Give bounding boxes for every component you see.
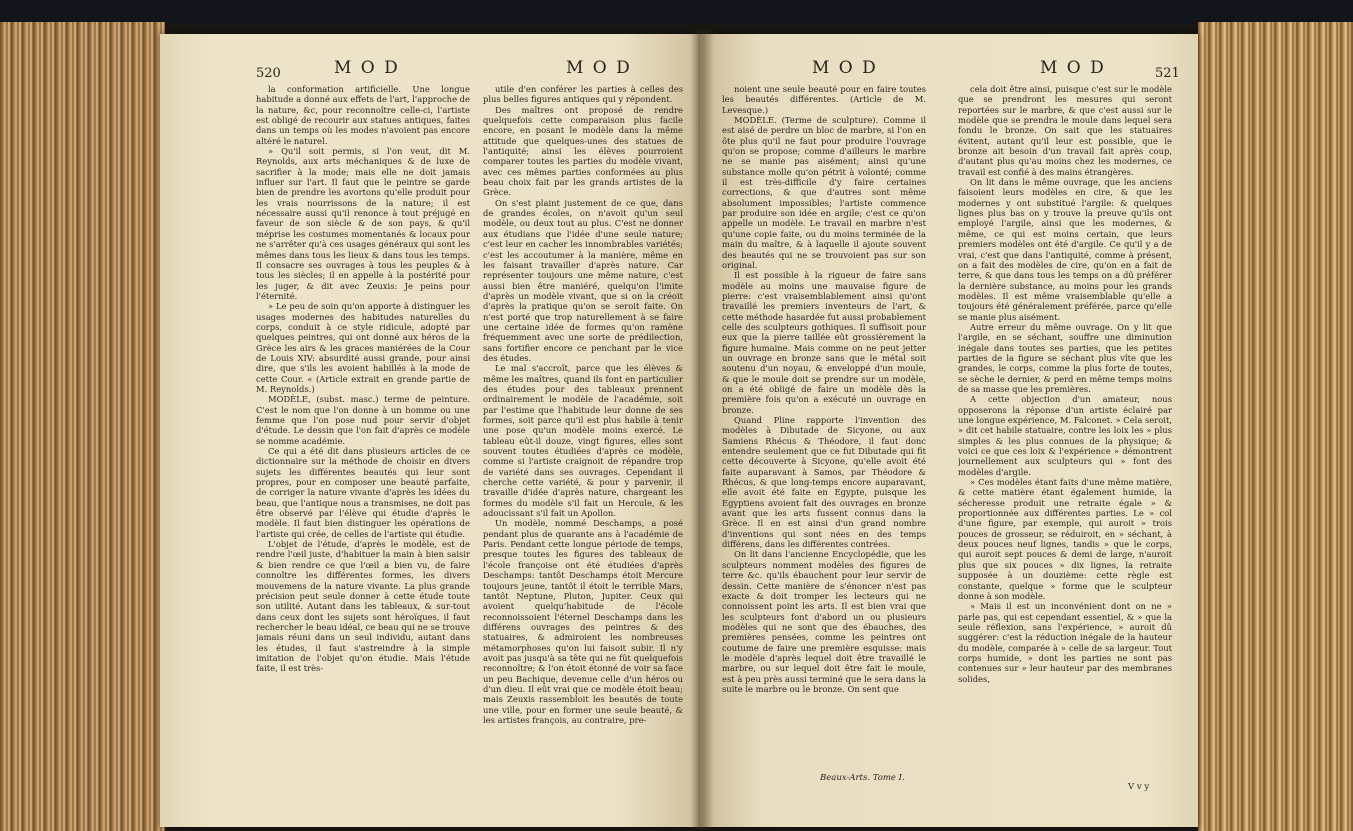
page-number-right: 521 [1155,66,1180,81]
signature-mark: Beaux-Arts. Tome I. [820,773,905,783]
paragraph: Le mal s'accroît, parce que les élèves & même les maîtres, quand ils font en particulier des études pour des tableaux prennent ordinairement le modèle de l'académie, soit par l'estime que l'habitude leur donne de ses formes, soit parce qu'il est plus habile à tenir une pose qu'un modèle moins exercé. Le tableau eût-il douze, vingt figures, elles sont souvent toutes étudiées d'après ce modèle, comme si l'artiste craignoit de répandre trop de variété dans ses ouvrages. Cependant il cherche cette variété, & pour y parvenir, il travaille d'idée d'après nature, chargeant les formes du modèle s'il fait un Hercule, & les adoucissant s'il fait un Apollon. [483,363,683,519]
paragraph: noient une seule beauté pour en faire toutes les beautés différentes. (Article de M. Levesque.) [722,84,926,115]
running-head-left-2: M O D [566,58,632,78]
running-head-right-1: M O D [812,58,878,78]
paragraph: Autre erreur du même ouvrage. On y lit que l'argile, en se séchant, souffre une diminution inégale dans toutes ses parties, que les petites parties de la figure se séchant plus vîte que les grandes, le corps, comme la plus forte de toutes, se sèche le dernier, & perd en même temps moins de sa masse que les premières. [958,321,1172,394]
paragraph: Des maîtres ont proposé de rendre quelquefois cette comparaison plus facile encore, en posant le modèle dans la même attitude que quelques-unes des statues de l'antiquité; ainsi les élèves pourroient comparer toutes les parties du modèle vivant, avec ces mêmes parties conformées au plus beau choix fait par les grands artistes de la Grèce. [483,104,683,198]
paragraph: » Mais il est un inconvénient dont on ne » parle pas, qui est cependant essentiel, & » que la seule réflexion, sans l'expérience, » auroit dû suggérer: c'est la réduction inégale de la hauteur du modèle, comparée à » celle de sa largeur. Tout corps humide, » dont les parties ne sont pas contenues sur » leur hauteur par des membranes solides, [958,601,1172,684]
paragraph: » Qu'il soit permis, si l'on veut, dit M. Reynolds, aux arts méchaniques & de luxe de sacrifier à la mode; mais elle ne doit jamais influer sur l'art. Il faut que le peintre se garde bien de prendre les avortons qu'elle produit pour les vrais nourrissons de la nature; il est nécessaire aussi qu'il renonce à tout préjugé en faveur de son siècle & de son pays, & qu'il méprise les costumes momentanés & locaux pour ne s'arrêter qu'à ces usages généraux qui sont les mêmes dans tous les lieux & dans tous les temps. Il consacre ses ouvrages à tous les peuples & à tous les siècles; il en appelle à la postérité pour les juger, & dit avec Zeuxis: Je peins pour l'éternité. [256,146,470,301]
paragraph: Quand Pline rapporte l'invention des modèles à Dibutade de Sicyone, ou aux Samiens Rhécus & Théodore, il faut donc entendre seulement que ce fut Dibutade qui fit cette découverte à Sicyone, qu'elle avoit été faite auparavant à Samos, par Théodore & Rhécus, & que long-temps encore auparavant, elle avoit été faite en Egypte, puisque les Egyptiens avoient fait des ouvrages en bronze avant que les arts fussent connus dans la Grèce. Il en est ainsi d'un grand nombre d'inventions qui sont nées en des temps différens, dans les différentes contrées. [722,415,926,550]
left-page-column-1 [256,84,470,772]
paragraph: cela doit être ainsi, puisque c'est sur le modèle que se prendront les mesures qui seront reportées sur le marbre, & que c'est aussi sur le modèle que se prendra le moule dans lequel sera fondu le bronze. On sait que les statuaires évitent, autant qu'il leur est possible, que le bronze ait besoin d'un travail fait après coup, d'autant plus qu'au moins chez les modernes, ce travail est confié à des mains étrangères. [958,84,1172,177]
book-page-edges-right [1198,22,1353,831]
right-page-column-2 [958,84,1172,774]
book-gutter [690,30,714,830]
paragraph: » Le peu de soin qu'on apporte à distinguer les usages modernes des habitudes naturelles du corps, conduit à ce style ridicule, adopté par quelques peintres, qui ont donné aux héros de la Grèce les airs & les graces maniérées de la Cour de Louis XIV: absurdité aussi grande, pour ainsi dire, que s'ils les avoient habillés à la mode de cette Cour. « (Article extrait en grande partie de M. Reynolds.) [256,301,470,394]
paragraph: On lit dans l'ancienne Encyclopédie, que les sculpteurs nomment modèles des figures de terre &c. qu'ils ébauchent pour leur servir de dessin. Cette manière de s'énoncer n'est pas exacte & doit tromper les lecteurs qui ne connoissent point les arts. Il est bien vrai que les sculpteurs font d'abord un ou plusieurs modèles qui ne sont que des ébauches, des premières pensées, comme les peintres ont coutume de faire une première esquisse: mais le modèle d'après lequel doit être travaillé le marbre, ou sur lequel doit être fait le moule, est à peu près aussi terminé que le sera dans la suite le marbre ou le bronze. On sent que [722,549,926,694]
paragraph: A cette objection d'un amateur, nous opposerons la réponse d'un artiste éclairé par une longue expérience, M. Falconet. » Cela seroit, » dit cet habile statuaire, contre les loix les » plus simples & les plus connues de la physique; & voici ce que ces loix & l'expérience » démontrent journellement aux sculpteurs qui » font des modèles d'argile. [958,394,1172,477]
paragraph: utile d'en conférer les parties à celles des plus belles figures antiques qui y répondent. [483,84,683,105]
paragraph: la conformation artificielle. Une longue habitude a donné aux effets de l'art, l'approche de la nature, &c, pour reconnoître celle-ci, l'artiste est obligé de recourir aux statues antiques, faites dans un temps où les modes n'avoient pas encore altéré le naturel. [256,84,470,146]
paragraph: L'objet de l'étude, d'après le modèle, est de rendre l'œil juste, d'habituer la main à bien saisir & bien rendre ce que l'œil a bien vu, de faire connoître les différentes formes, les divers mouvemens de la nature vivante. La plus grande précision peut seule donner à cette étude toute son utilité. Autant dans les tableaux, & sur-tout dans ceux dont les sujets sont héroïques, il faut rechercher le beau idéal, ce beau qui ne se trouve jamais réuni dans un seul individu, autant dans les études, il faut s'astreindre à la simple imitation de l'objet qu'on étudie. Mais l'étude faite, il est très- [256,539,470,674]
right-page-column-1 [722,84,926,764]
paragraph: On s'est plaint justement de ce que, dans de grandes écoles, on n'avoit qu'un seul modèle, ou deux tout au plus. C'est ne donner aux étudians que l'idée d'une seule nature; c'est leur en cacher les innombrables variétés; c'est les accoutumer à la manière, même en les faisant travailler d'après nature. Car représenter toujours une même nature, c'est aussi bien être maniéré, quelqu'on l'imite d'après un modèle vivant, que si on la créoit d'après la pratique qu'on se seroit faite. On n'est porté que trop naturellement à se faire une certaine idée de formes qu'on ramène fréquemment avec une sorte de prédilection, sans fortifier encore ce penchant par le vice des études. [483,197,683,363]
paragraph: Ce qui a été dit dans plusieurs articles de ce dictionnaire sur la méthode de choisir en divers sujets les différentes beautés qui leur sont propres, pour en composer une beauté parfaite, de corriger la nature vivante d'après les idées du beau, que l'antique nous a transmises, ne doit pas être observé par l'élève qui étudie d'après le modèle. Il faut bien distinguer les opérations de l'artiste qui crée, de celles de l'artiste qui étudie. [256,446,470,539]
book-page-edges-left [0,22,165,831]
catchword: V v y [1128,782,1150,792]
paragraph: Un modèle, nommé Deschamps, a posé pendant plus de quarante ans à l'académie de Paris. Pendant cette longue période de temps, presque toutes les figures des tableaux de l'école françoise ont été étudiées d'après Deschamps: tantôt Deschamps étoit Mercure toujours jeune, tantôt il étoit le terrible Mars, tantôt Neptune, Pluton, Jupiter. Ceux qui avoient quelqu'habitude de l'école reconnoissoient l'éternel Deschamps dans les différens ouvrages des peintres & des statuaires, & admiroient les nombreuses métamorphoses qu'on lui faisoit subir. Il n'y avoit pas jusqu'à sa tête qui ne fût quelquefois reconnoître; & l'on étoit étonné de voir sa face un peu Bachique, devenue celle d'un héros ou d'un dieu. Il eût vrai que ce modèle étoit beau; mais Zeuxis rassembloit les beautés de toute une ville, pour en former une seule beauté, & les artistes françois, au contraire, pre- [483,518,683,725]
paragraph: MODÈLE, (subst. masc.) terme de peinture. C'est le nom que l'on donne à un homme ou une femme que l'on pose nud pour servir d'objet d'étude. Le dessin que l'on fait d'après ce modèle se nomme académie. [256,394,470,446]
paragraph: » Ces modèles étant faits d'une même matière, & cette matière étant également humide, la sécheresse produit une retraite égale » & proportionnée aux différentes parties. Le » col d'une figure, par exemple, qui auroit » trois pouces de grosseur, se réduiroit, en » séchant, à deux pouces neuf lignes, tandis » que le corps, qui auroit sept pouces & demi de large, n'auroit plus que six pouces » dix lignes, la retraite supposée à un douzième: cette règle est constante, quelque » forme que le sculpteur donne à son modèle. [958,477,1172,601]
scan-background-top [0,0,1353,24]
running-head-left-1: M O D [334,58,400,78]
running-head-right-2: M O D [1040,58,1106,78]
page-number-left: 520 [256,66,281,81]
paragraph: MODÈLE. (Terme de sculpture). Comme il est aisé de perdre un bloc de marbre, si l'on en ôte plus qu'il ne faut pour produire l'ouvrage qu'on se propose; comme d'ailleurs le marbre ne se manie pas aisément; ainsi qu'une substance molle qu'on pétrit à volonté; comme il est très-difficile d'y faire certaines corrections, & que d'autres sont même absolument impossibles; l'artiste commence par produire son idée en argile; c'est ce qu'on appelle un modèle. Le travail en marbre n'est qu'une copie faite, ou du moins terminée de la main du maître, & à laquelle il ajoute souvent des beautés qui ne se trouvoient pas sur son original. [722,115,926,270]
paragraph: On lit dans le même ouvrage, que les anciens faisoient leurs modèles en cire, & que les modernes y ont substitué l'argile: & quelques lignes plus bas on y trouve la preuve qu'ils ont employé l'argile, ainsi que les modernes, & même, ce qui est moins certain, que leurs premiers modèles ont été d'argile. Ce qu'il y a de vrai, c'est que dans l'antiquité, comme à présent, on a fait des modèles de cire, qu'on en a fait de terre, & que dans tous les temps on a dû préférer la dernière substance, au moins pour les grands modèles. Il est même vraisemblable qu'elle a toujours été généralement préférée, parce qu'elle se manie plus aisément. [958,177,1172,322]
left-page-column-2 [483,84,683,772]
paragraph: Il est possible à la rigueur de faire sans modèle au moins une mauvaise figure de pierre: c'est vraisemblablement ainsi qu'ont travaillé les premiers inventeurs de l'art, & cette méthode hasardée fut aussi probablement celle des sculpteurs gothiques. Il suffisoit pour eux que la pierre taillée eût grossièrement la figure humaine. Mais comme on ne peut jetter un ouvrage en bronze sans que le métal soit soutenu d'un noyau, & enveloppé d'un moule, & que le moule doit se prendre sur un modèle, on a été obligé de faire un modèle dès la première fois qu'on a exécuté un ouvrage en bronze. [722,270,926,415]
